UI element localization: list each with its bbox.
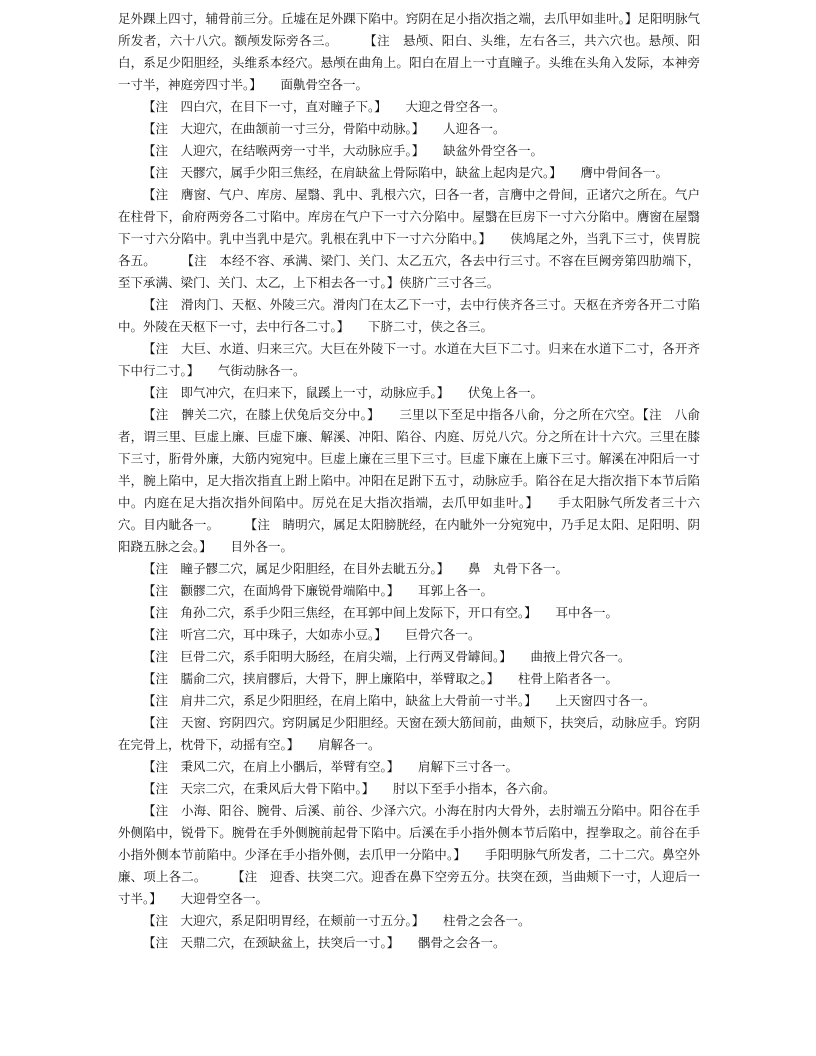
paragraph-10: 【注 髀关二穴，在膝上伏兔后交分中。】 三里以下至足中指各八俞，分之所在穴空。【注 八俞者，谓三里、巨虚上廉、巨虚下廉、解溪、冲阳、陷谷、内庭、厉兑八穴。分之所在计十六穴。三里在膝下三寸，胻骨外廉，大筋内宛宛中。巨虚上廉在三里下三寸。巨虚下廉在上廉下三寸。解溪在冲阳后一寸半，腕上陷中，足大指次指直上跗上陷中。冲阳在足跗下五寸，动脉应手。陷谷在足大指次指下本节后陷中。内庭在足大指次指外间陷中。厉兑在足大指次指端，去爪甲如韭叶。】 手太阳脉气所发者三十六穴。目内眦各一。 【注 睛明穴，属足太阳膀胱经，在内眦外一分宛宛中，乃手足太阳、足阳明、阴阳跷五脉之会。】 目外各一。	[118, 407, 700, 554]
paragraph-19: 【注 秉风二穴，在肩上小髃后，举臂有空。】 肩解下三寸各一。	[143, 759, 519, 774]
paragraph-13: 【注 角孙二穴，系手少阳三焦经，在耳郭中间上发际下，开口有空。】 耳中各一。	[143, 605, 619, 620]
paragraph-20: 【注 天宗二穴，在秉风后大骨下陷中。】 肘以下至手小指本，各六俞。	[143, 781, 556, 796]
paragraph-3: 【注 大迎穴，在曲颔前一寸三分，骨陷中动脉。】 人迎各一。	[143, 121, 506, 136]
paragraph-11: 【注 瞳子髎二穴，属足少阳胆经，在目外去眦五分。】 鼻 丸骨下各一。	[143, 561, 569, 576]
paragraph-18: 【注 天窗、窍阴四穴。窍阴属足少阳胆经。天窗在颈大筋间前，曲颊下，扶突后，动脉应手。窍阴在完骨上，枕骨下，动摇有空。】 肩解各一。	[118, 715, 700, 752]
paragraph-16: 【注 臑俞二穴，挟肩髎后，大骨下，胛上廉陷中，举臂取之。】 柱骨上陷者各一。	[143, 671, 619, 686]
document-page	[118, 8, 700, 954]
paragraph-7: 【注 滑肉门、天枢、外陵三穴。滑肉门在太乙下一寸，去中行侠齐各三寸。天枢在齐旁各开二寸陷中。外陵在天枢下一寸，去中行各二寸。】 下脐二寸，侠之各三。	[118, 297, 700, 334]
paragraph-2: 【注 四白穴，在目下一寸，直对瞳子下。】 大迎之骨空各一。	[143, 99, 506, 114]
paragraph-23: 【注 天鼎二穴，在颈缺盆上，扶突后一寸。】 髃骨之会各一。	[143, 935, 506, 950]
paragraph-8: 【注 大巨、水道、归来三穴。大巨在外陵下一寸。水道在大巨下二寸。归来在水道下二寸，各开齐下中行二寸。】 气街动脉各一。	[118, 341, 700, 378]
paragraph-15: 【注 巨骨二穴，系手阳明大肠经，在肩尖端，上行两叉骨罅间。】 曲掖上骨穴各一。	[143, 649, 631, 664]
paragraph-14: 【注 听宫二穴，耳中珠子，大如赤小豆。】 巨骨穴各一。	[143, 627, 481, 642]
paragraph-17: 【注 肩井二穴，系足少阳胆经，在肩上陷中，缺盆上大骨前一寸半。】 上天窗四寸各一。	[143, 693, 656, 708]
paragraph-5: 【注 天髎穴，属手少阳三焦经，在肩缺盆上骨际陷中，缺盆上起肉是穴。】 膺中骨间各一。	[143, 165, 669, 180]
paragraph-9: 【注 即气冲穴，在归来下，鼠蹊上一寸，动脉应手。】 伏兔上各一。	[143, 385, 544, 400]
paragraph-4: 【注 人迎穴，在结喉两旁一寸半，大动脉应手。】 缺盆外骨空各一。	[143, 143, 544, 158]
paragraph-1: 足外踝上四寸，辅骨前三分。丘墟在足外踝下陷中。窍阴在足小指次指之端，去爪甲如韭叶。】足阳明脉气所发者，六十八穴。额颅发际旁各三。 【注 悬颅、阳白、头维，左右各三，共六穴也。悬颅、阳白，系足少阳胆经，头维系本经穴。悬颅在曲角上。阳白在眉上一寸直瞳子。头维在头角入发际，本神旁一寸半，神庭旁四寸半。】 面鼽骨空各一。	[118, 11, 700, 92]
paragraph-12: 【注 颧髎二穴，在面鸠骨下廉锐骨端陷中。】 耳郭上各一。	[143, 583, 494, 598]
paragraph-21: 【注 小海、阳谷、腕骨、后溪、前谷、少泽六穴。小海在肘内大骨外，去肘端五分陷中。阳谷在手外侧陷中，锐骨下。腕骨在手外侧腕前起骨下陷中。后溪在手小指外侧本节后陷中，捏拳取之。前谷在手小指外侧本节前陷中。少泽在手小指外侧，去爪甲一分陷中。】 手阳明脉气所发者，二十二穴。鼻空外廉、项上各二。 【注 迎香、扶突二穴。迎香在鼻下空旁五分。扶突在颈，当曲颊下一寸，人迎后一寸半。】 大迎骨空各一。	[118, 803, 700, 906]
paragraph-6: 【注 膺窗、气户、库房、屋翳、乳中、乳根六穴，曰各一者，言膺中之骨间，正诸穴之所在。气户在柱骨下，俞府两旁各二寸陷中。库房在气户下一寸六分陷中。屋翳在巨房下一寸六分陷中。膺窗在屋翳下一寸六分陷中。乳中当乳中是穴。乳根在乳中下一寸六分陷中。】 侠鸠尾之外，当乳下三寸，侠胃脘各五。 【注 本经不容、承满、梁门、关门、太乙五穴，各去中行三寸。不容在巨阙旁第四肋端下，至下承满、梁门、关门、太乙，上下相去各一寸。】侠脐广三寸各三。	[118, 187, 700, 290]
paragraph-22: 【注 大迎穴，系足阳明胃经，在颊前一寸五分。】 柱骨之会各一。	[143, 913, 531, 928]
